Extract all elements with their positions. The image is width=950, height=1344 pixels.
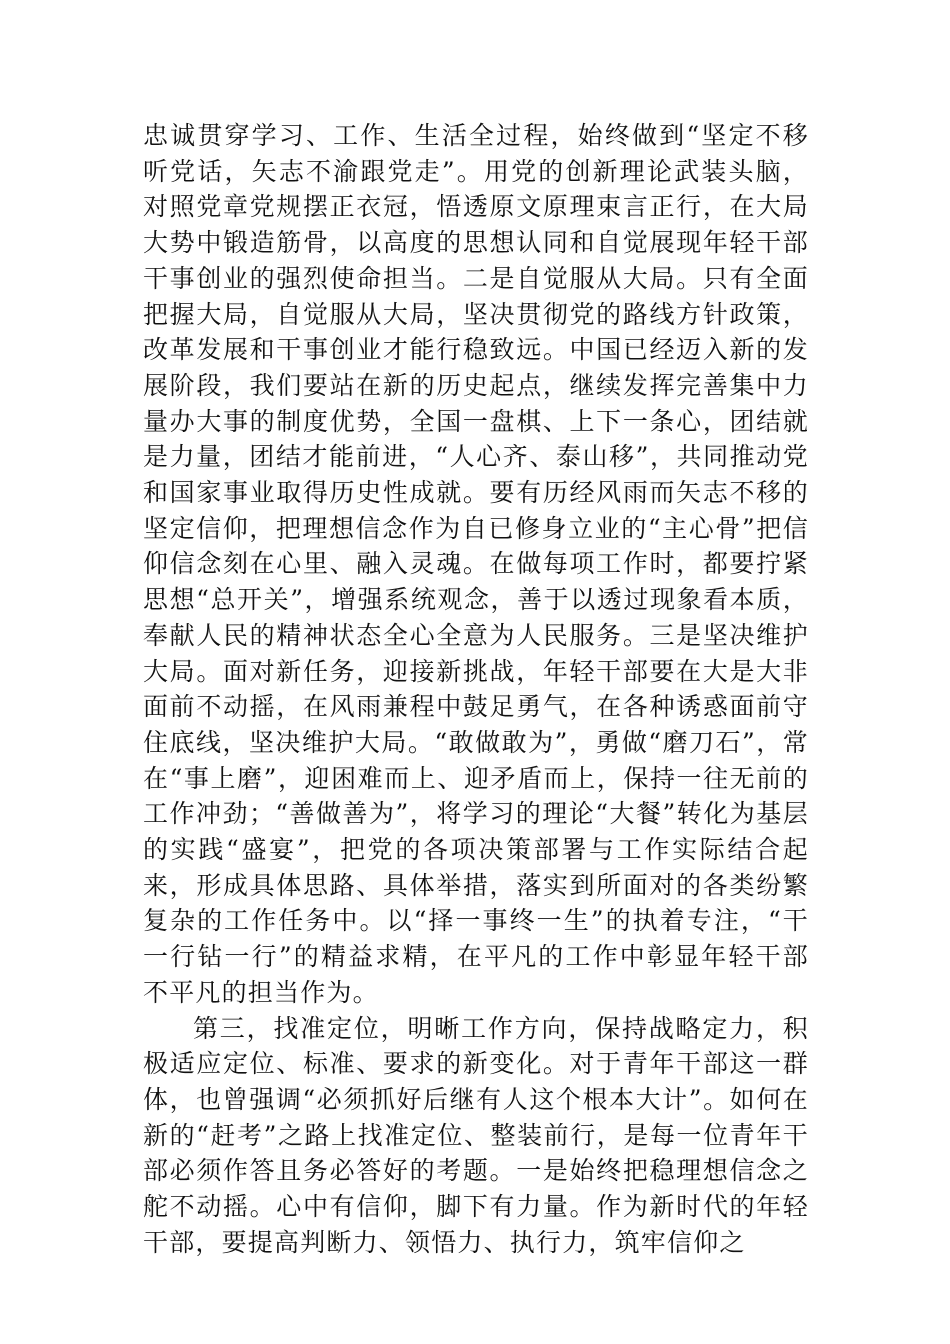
document-body — [143, 118, 809, 1261]
paragraph-1: 忠诚贯穿学习、工作、生活全过程，始终做到“坚定不移听党话，矢志不渝跟党走”。用党的创新理论武装头脑，对照党章党规摆正衣冠，悟透原文原理束言正行，在大局大势中锻造筋骨，以高度的思想认同和自觉展现年轻干部干事创业的强烈使命担当。二是自觉服从大局。只有全面把握大局，自觉服从大局，坚决贯彻党的路线方针政策，改革发展和干事创业才能行稳致远。中国已经迈入新的发展阶段，我们要站在新的历史起点，继续发挥完善集中力量办大事的制度优势，全国一盘棋、上下一条心，团结就是力量，团结才能前进，“人心齐、泰山移”，共同推动党和国家事业取得历史性成就。要有历经风雨而矢志不移的坚定信仰，把理想信念作为自已修身立业的“主心骨”把信仰信念刻在心里、融入灵魂。在做每项工作时，都要拧紧思想“总开关”，增强系统观念，善于以透过现象看本质，奉献人民的精神状态全心全意为人民服务。三是坚决维护大局。面对新任务，迎接新挑战，年轻干部要在大是大非面前不动摇，在风雨兼程中鼓足勇气，在各种诱惑面前守住底线，坚决维护大局。“敢做敢为”，勇做“磨刀石”，常在“事上磨”，迎困难而上、迎矛盾而上，保持一往无前的工作冲劲；“善做善为”，将学习的理论“大餐”转化为基层的实践“盛宴”，把党的各项决策部署与工作实际结合起来，形成具体思路、具体举措，落实到所面对的各类纷繁复杂的工作任务中。以“择一事终一生”的执着专注，“干一行钻一行”的精益求精，在平凡的工作中彰显年轻干部不平凡的担当作为。 — [143, 121, 809, 1007]
paragraph-2: 第三，找准定位，明晰工作方向，保持战略定力，积极适应定位、标准、要求的新变化。对于青年干部这一群体，也曾强调“必须抓好后继有人这个根本大计”。如何在新的“赶考”之路上找准定位、整装前行，是每一位青年干部必须作答且务必答好的考题。一是始终把稳理想信念之舵不动摇。心中有信仰，脚下有力量。作为新时代的年轻干部，要提高判断力、领悟力、执行力，筑牢信仰之 — [143, 1013, 809, 1257]
